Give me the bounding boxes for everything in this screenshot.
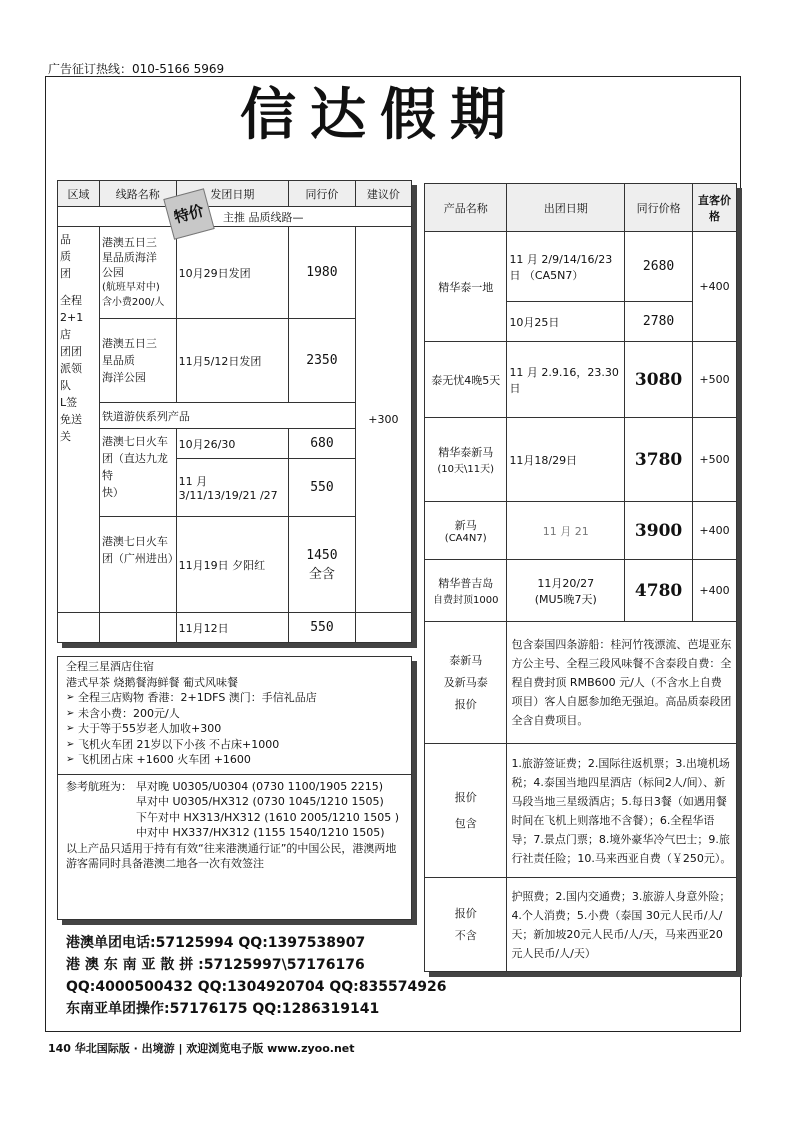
col-product: 产品名称 <box>425 184 507 232</box>
trade-price: 2350 <box>289 319 356 403</box>
notes-heading: 全程三星酒店住宿 <box>66 660 154 673</box>
notes-bullet: ➢ 未含小费：200元/人 <box>66 706 403 722</box>
depart-date: 11 月 2/9/14/16/23日 （CA5N7） <box>507 232 625 302</box>
info-label: 报价 不含 <box>425 878 507 972</box>
flights-block <box>66 779 403 841</box>
notes-meals: 港式早茶 烧鹅餐海鲜餐 葡式风味餐 <box>66 675 238 689</box>
hk-macau-table <box>57 180 412 643</box>
contacts-block <box>66 932 447 1020</box>
col-depart: 出团日期 <box>507 184 625 232</box>
route-name: 港澳七日火车 团（广州进出） <box>99 517 176 613</box>
section-rail: 铁道游侠系列产品 <box>99 403 355 429</box>
info-text: 1.旅游签证费；2.国际往返机票；3.出境机场税；4.泰国当地四星酒店（标间2人/间）、新马段当地三星级酒店；5.每日3餐（如遇用餐时间在飞机上则落地不含餐）；6.全程华语导；7.景点门票；8.境外豪华冷气巴士；9.旅行社责任险；10.马来西亚自费（￥250元）。 <box>507 744 737 878</box>
notes-bullet: ➢ 大于等于55岁老人加收+300 <box>66 721 403 737</box>
direct-price: +400 <box>693 560 737 622</box>
notes-footnote: 以上产品只适用于持有有效“往来港澳通行证”的中国公民，港澳两地游客需同时具备港澳二地各一次有效签注 <box>66 841 397 870</box>
flights-label: 参考航班为： <box>66 779 132 793</box>
trade-price: 680 <box>289 429 356 459</box>
depart-date: 10月25日 <box>507 302 625 342</box>
trade-price: 2780 <box>625 302 693 342</box>
contact-line: 东南亚单团操作:57176175 QQ:1286319141 <box>66 1001 380 1017</box>
col-date: 发团日期 <box>176 181 289 207</box>
trade-price: 1980 <box>289 227 356 319</box>
trade-price: 3780 <box>625 418 693 502</box>
trade-price: 2680 <box>625 232 693 302</box>
special-offer-badge: 特价 <box>163 188 214 239</box>
col-region: 区域 <box>58 181 100 207</box>
product-name: 精华泰新马 (10天\11天) <box>425 418 507 502</box>
info-label: 泰新马 及新马泰 报价 <box>425 622 507 744</box>
product-name: 新马 (CA4N7) <box>425 502 507 560</box>
depart-date: 11月20/27 (MU5晚7天) <box>507 560 625 622</box>
depart-date: 11月5/12日发团 <box>176 319 289 403</box>
contact-line: 港 澳 东 南 亚 散 拼 :57125997\57176176 <box>66 957 365 973</box>
contact-line: 港澳单团电话:57125994 QQ:1397538907 <box>66 935 366 951</box>
col-trade-price: 同行价格 <box>625 184 693 232</box>
route-name: 港澳五日三 星品质 海洋公园 <box>99 319 176 403</box>
hk-macau-notes <box>57 656 412 920</box>
trade-price: 4780 <box>625 560 693 622</box>
trade-price: 550 <box>289 613 356 643</box>
direct-price: +500 <box>693 418 737 502</box>
notes-bullet: ➢ 飞机团占床 +1600 火车团 +1600 <box>66 752 403 768</box>
suggest-price: +300 <box>355 227 411 613</box>
depart-date: 11 月 3/11/13/19/21 /27 <box>176 459 289 517</box>
col-direct-price: 直客价格 <box>693 184 737 232</box>
col-route: 线路名称 <box>99 181 176 207</box>
sea-table <box>424 183 737 972</box>
depart-date: 11月12日 <box>176 613 289 643</box>
depart-date: 10月29日发团 <box>176 227 289 319</box>
route-name: 港澳五日三 星品质海洋 公园 (航班早对中) 含小费200/人 <box>99 227 176 319</box>
side-label: 品 质 团 全程 2+1 店 团团 派领 队 L签 免送 关 <box>58 227 100 613</box>
flight-line: 下午对中 HX313/HX312 (1610 2005/1210 1505 ) <box>136 810 400 824</box>
direct-price: +500 <box>693 342 737 418</box>
depart-date: 10月26/30 <box>176 429 289 459</box>
product-name: 泰无忧4晚5天 <box>425 342 507 418</box>
col-trade-price: 同行价 <box>289 181 356 207</box>
trade-price: 3900 <box>625 502 693 560</box>
direct-price: +400 <box>693 232 737 342</box>
page-footer: 140 华北国际版 · 出境游 | 欢迎浏览电子版 www.zyoo.net <box>48 1042 355 1055</box>
contact-line: QQ:4000500432 QQ:1304920704 QQ:835574926 <box>66 979 447 995</box>
depart-date: 11 月 2.9.16，23.30日 <box>507 342 625 418</box>
route-name: 港澳七日火车 团（直达九龙特 快） <box>99 429 176 517</box>
trade-price: 3080 <box>625 342 693 418</box>
col-suggest-price: 建议价 <box>355 181 411 207</box>
depart-date: 11 月 21 <box>507 502 625 560</box>
depart-date: 11月18/29日 <box>507 418 625 502</box>
depart-date: 11月19日 夕阳红 <box>176 517 289 613</box>
info-text: 包含泰国四条游船：桂河竹筏漂流、芭堤亚东方公主号、全程三段风味餐不含泰段自费：全程自费封顶 RMB600 元/人（不含水上自费项目）客人自愿参加绝无强迫。高品质泰段团全含自费项目。 <box>507 622 737 744</box>
subheader: 主推 品质线路— <box>58 207 412 227</box>
product-name: 精华泰一地 <box>425 232 507 342</box>
info-text: 护照费；2.国内交通费；3.旅游人身意外险；4.个人消费；5.小费（泰国 30元人民币/人/天；新加坡20元人民币/人/天，马来西亚20元人民币/人/天） <box>507 878 737 972</box>
product-name: 精华普吉岛 自费封顶1000 <box>425 560 507 622</box>
trade-price: 1450 全含 <box>289 517 356 613</box>
flight-line: 早对中 U0305/HX312 (0730 1045/1210 1505) <box>136 795 384 808</box>
direct-price: +400 <box>693 502 737 560</box>
flight-line: 早对晚 U0305/U0304 (0730 1100/1905 2215) <box>136 779 384 793</box>
info-label: 报价 包含 <box>425 744 507 878</box>
flight-line: 中对中 HX337/HX312 (1155 1540/1210 1505) <box>136 826 385 839</box>
trade-price: 550 <box>289 459 356 517</box>
notes-bullet: ➢ 飞机火车团 21岁以下小孩 不占床+1000 <box>66 737 403 753</box>
ad-hotline: 广告征订热线：010-5166 5969 <box>48 62 225 76</box>
notes-bullet: ➢ 全程三店购物 香港：2+1DFS 澳门：手信礼品店 <box>66 690 403 706</box>
page-title: 信达假期 <box>240 82 520 148</box>
